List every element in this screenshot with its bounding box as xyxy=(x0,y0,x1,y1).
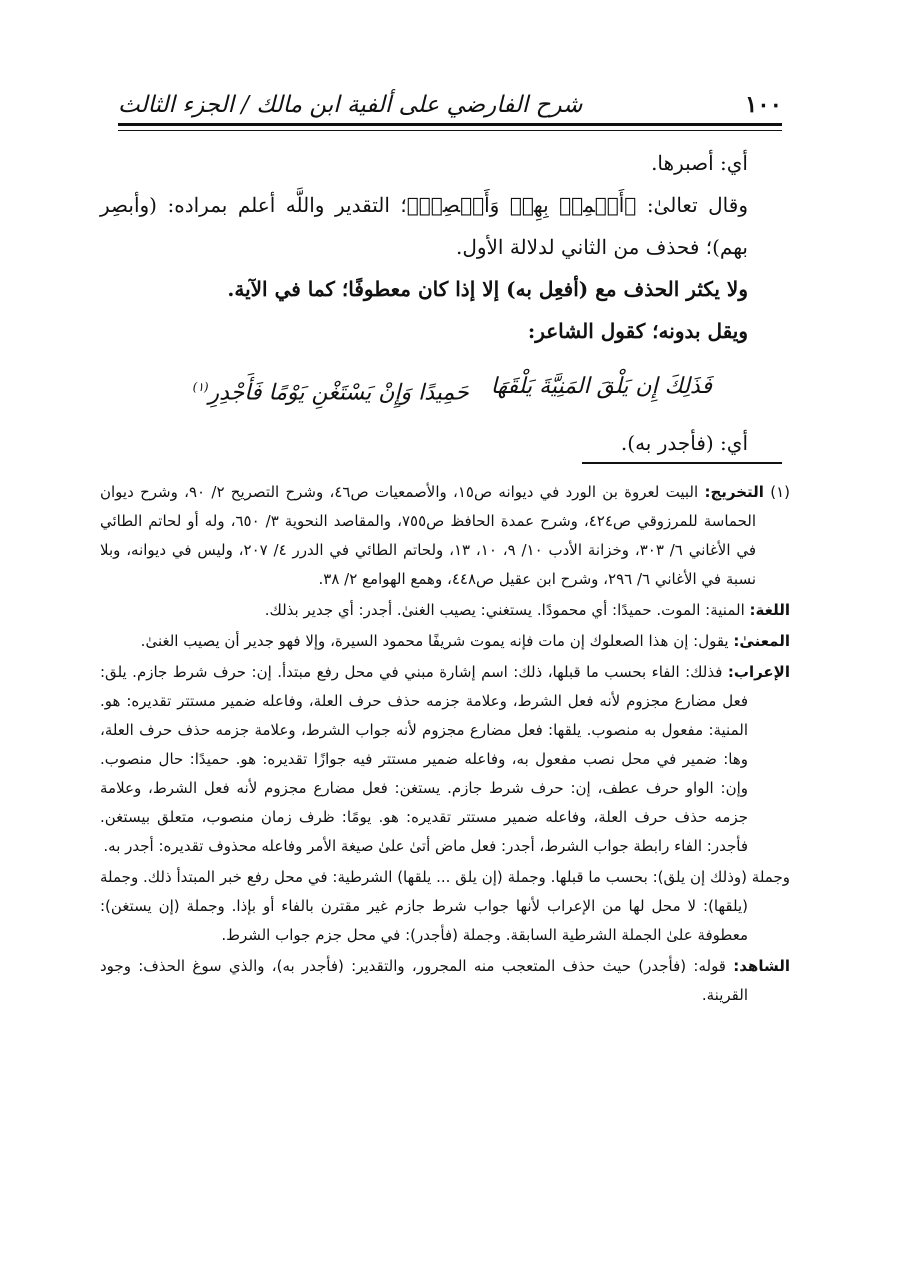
footnote-mana xyxy=(100,627,790,656)
alfiyya-line: ويقل بدونه؛ كقول الشاعر: xyxy=(527,319,748,343)
footnote-irab xyxy=(100,658,790,861)
footnote-takhrij xyxy=(100,478,790,594)
verse-second-hemistich: حَمِيدًا وَإِنْ يَسْتَغْنِ يَوْمًا فَأَجْدِرِ$^{(١)}$ xyxy=(192,380,469,406)
main-text xyxy=(100,142,782,464)
mana-text: يقول: إن هذا الصعلوك إن مات فإنه يموت شريفًا محمود السيرة، وإلا فهو جدير أن يصيب الغنىٰ. xyxy=(140,632,729,650)
running-title: شرح الفارضي على ألفية ابن مالك / الجزء الثالث xyxy=(118,92,583,118)
verse-first-hemistich: فَذَلِكَ إِن يَلْقَ المَنِيَّةَ يَلْقَهَا xyxy=(490,374,712,399)
header-rule-thin xyxy=(118,130,782,131)
footnote-shahid xyxy=(100,952,790,1010)
poetry-verse xyxy=(100,364,782,416)
footnote-marker[interactable]: (١) xyxy=(192,380,209,394)
footnote-number: (١) xyxy=(770,483,790,501)
mana-term: المعنىٰ: xyxy=(733,632,790,650)
irab-term: الإعراب: xyxy=(727,663,790,681)
shahid-term: الشاهد: xyxy=(733,957,790,975)
paragraph xyxy=(100,310,782,352)
takhrij-text: البيت لعروة بن الورد في ديوانه ص١٥، والأصمعيات ص٤٦، وشرح التصريح ٢/ ٩٠، وشرح ديوان الحماسة للمرزوقي ص٤٢٤، وشرح عمدة الحافظ ص٧٥٥، والمقاصد النحوية ٣/ ٦٥٠، وله أو لحاتم الطائي في الأغاني ٦/ ٣٠٣، وخزانة الأدب ١٠/ ٩، ١٠، ١٣، ولحاتم الطائي في الدرر ٤/ ٢٠٧، وليس في ديوانه، وبلا نسبة في الأغاني ٦/ ٢٩٦، وشرح ابن عقيل ص٤٤٨، وهمع الهوامع ٢/ ٣٨. xyxy=(100,483,757,588)
page-header xyxy=(118,78,782,118)
page-number: ١٠٠ xyxy=(744,91,782,118)
lugha-term: اللغة: xyxy=(749,601,790,619)
footnote-lugha xyxy=(100,596,790,625)
takhrij-term: التخريج: xyxy=(704,483,764,501)
paragraph: أي: أصبرها. xyxy=(651,151,748,175)
header-rule-thick xyxy=(118,123,782,126)
shahid-text: قوله: (فأجدر) حيث حذف المتعجب منه المجرور، والتقدير: (فأجدر به)، والذي سوغ الحذف: وجود القرينة. xyxy=(100,957,748,1004)
paragraph: وقال تعالىٰ: ﴿أَسۡمِعۡ بِهِمۡ وَأَبۡصِرۡ﴾؛ التقدير واللَّه أعلم بمراده: (وأبصِر بهم)؛ فحذف من الثاني لدلالة الأول. xyxy=(100,193,748,259)
alfiyya-line: ولا يكثر الحذف مع (أفعِل به) إلا إذا كان معطوفًا؛ كما في الآية. xyxy=(227,277,748,301)
irab-text: فذلك: الفاء بحسب ما قبلها، ذلك: اسم إشارة مبني في محل رفع مبتدأ. إن: حرف شرط جازم. يلق: فعل مضارع مجزوم لأنه فعل الشرط، وعلامة جزمه حذف حرف العلة، وفاعله ضمير مستتر تقديره: هو. المنية: مفعول به منصوب. يلقها: فعل مضارع مجزوم لأنه جواب الشرط، وعلامة جزمه حذف حرف العلة، وها: ضمير في محل نصب مفعول به، وفاعله ضمير مستتر فيه جوازًا تقديره: هو. حميدًا: حال منصوب. وإن: الواو حرف عطف، إن: حرف شرط جازم. يستغن: فعل مضارع مجزوم لأنه فعل الشرط، وعلامة جزمه حذف حرف العلة، وفاعله ضمير مستتر تقديره: هو. يومًا: ظرف زمان منصوب، متعلق بيستغن. فأجدر: الفاء رابطة جواب الشرط، أجدر: فعل ماض أتىٰ علىٰ صيغة الأمر وفاعله محذوف تقديره: أجدر به. xyxy=(100,663,748,855)
footnote-jumla: وجملة (وذلك إن يلق): بحسب ما قبلها. وجملة (إن يلق ... يلقها) الشرطية: في محل رفع خبر المبتدأ ذلك. وجملة (يلقها): لا محل لها من الإعراب لأنها جواب شرط جازم غير مقترن بالفاء أو بإذا. وجملة (إن يستغن): معطوفة علىٰ الجملة الشرطية السابقة. وجملة (فأجدر): في محل جزم جواب الشرط. xyxy=(100,868,790,944)
paragraph: أي: (فأجدر به). xyxy=(620,431,748,456)
footnote-separator xyxy=(582,462,782,464)
footnotes xyxy=(100,478,790,1012)
lugha-text: المنية: الموت. حميدًا: أي محمودًا. يستغني: يصيب الغنىٰ. أجدر: أي جدير بذلك. xyxy=(264,601,745,619)
